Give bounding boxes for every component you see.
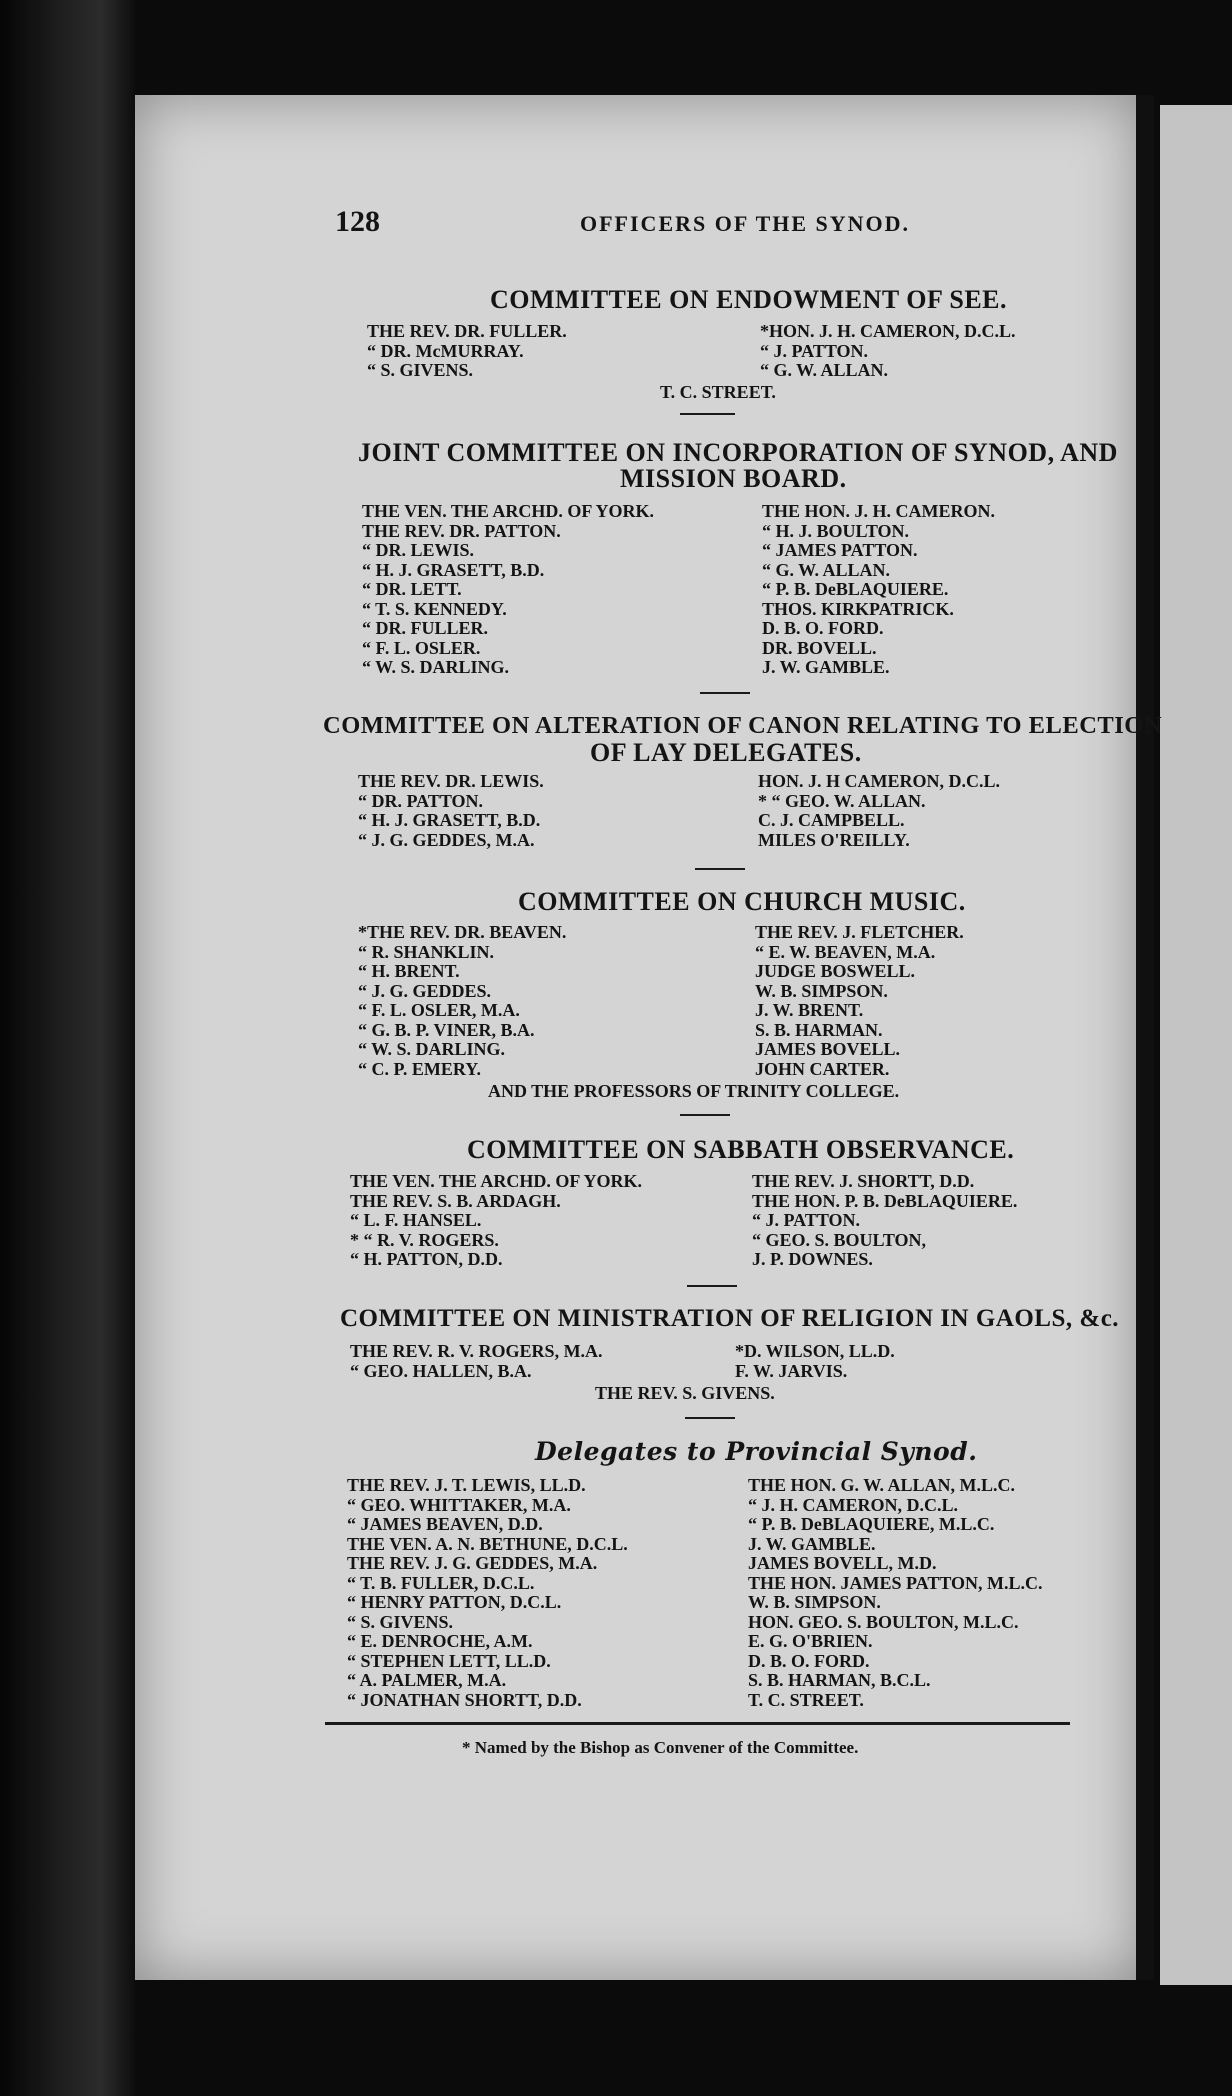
list-item: “ G. W. ALLAN. [762,559,891,580]
music-right-list [755,923,964,1079]
list-item: “ J. H. CAMERON, D.C.L. [748,1494,958,1515]
list-item: THE HON. P. B. DeBLAQUIERE. [752,1190,1018,1211]
list-item: THE VEN. THE ARCHD. OF YORK. [362,501,655,521]
list-item: JAMES BOVELL. [755,1039,901,1059]
list-item: * “ GEO. W. ALLAN. [758,790,926,811]
list-item: “ H. PATTON, D.D. [350,1249,503,1269]
list-item: “ G. B. P. VINER, B.A. [358,1019,535,1040]
adjacent-page-edge [1160,105,1232,1985]
list-item: F. W. JARVIS. [735,1360,848,1381]
list-item: “ JONATHAN SHORTT, D.D. [347,1689,582,1710]
list-item: THE HON. G. W. ALLAN, M.L.C. [748,1475,1016,1495]
list-item: “ H. J. BOULTON. [762,520,910,541]
running-head: OFFICERS OF THE SYNOD. [580,211,911,236]
list-item: “ JAMES BEAVEN, D.D. [347,1514,543,1534]
list-item: DR. BOVELL. [762,637,877,658]
sabbath-right-list [752,1172,1017,1270]
list-item: “ C. P. EMERY. [358,1058,482,1079]
section-divider [680,1114,730,1116]
section-divider [695,868,745,870]
section-title-music: COMMITTEE ON CHURCH MUSIC. [518,887,966,916]
delegates-right-list [748,1476,1043,1710]
list-item: “ JAMES PATTON. [762,540,918,560]
list-item: THE REV. DR. PATTON. [362,520,561,541]
list-item: C. J. CAMPBELL. [758,810,905,830]
list-item: “ A. PALMER, M.A. [347,1670,507,1690]
canon-right-list [758,772,1000,850]
canon-left-list [358,772,544,850]
list-item: * “ R. V. ROGERS. [350,1229,499,1250]
list-item: “ T. B. FULLER, D.C.L. [347,1572,535,1593]
page-number: 128 [335,205,380,238]
list-item: “ H. BRENT. [358,961,460,981]
list-item: “ P. B. DeBLAQUIERE. [762,579,949,599]
section-divider [680,413,735,415]
list-item: “ F. L. OSLER. [362,637,481,658]
list-item: “ H. J. GRASETT, B.D. [358,810,541,830]
list-item: *D. WILSON, LL.D. [735,1341,895,1361]
list-item: “ L. F. HANSEL. [350,1210,482,1230]
list-item: THE VEN. A. N. BETHUNE, D.C.L. [347,1533,628,1554]
section-title-canon: COMMITTEE ON ALTERATION OF CANON RELATING TO ELECTION [323,712,1163,739]
list-item: “ J. G. GEDDES. [358,980,492,1001]
list-item: W. B. SIMPSON. [755,980,888,1001]
list-item: “ W. S. DARLING. [358,1039,506,1059]
gaols-left-list [350,1342,603,1381]
list-item: THE REV. J. G. GEDDES, M.A. [347,1553,598,1573]
list-item: “ S. GIVENS. [367,360,474,380]
list-item: J. W. GAMBLE. [762,657,890,677]
list-item: THE REV. R. V. ROGERS, M.A. [350,1341,603,1361]
endowment-left-list [367,322,567,381]
sabbath-left-list [350,1172,642,1270]
section-title-incorporation-line2: MISSION BOARD. [620,464,847,493]
list-item: “ T. S. KENNEDY. [362,598,507,619]
list-item: “ R. SHANKLIN. [358,941,495,962]
list-item: THE REV. J. FLETCHER. [755,922,964,942]
delegates-left-list [347,1476,628,1710]
list-item: THE REV. S. B. ARDAGH. [350,1190,561,1211]
page-gutter [1136,95,1154,1980]
list-item: “ P. B. DeBLAQUIERE, M.L.C. [748,1514,995,1534]
section-title-delegates: Delegates to Provincial Synod. [535,1437,978,1466]
gaols-right-list [735,1342,895,1381]
list-item: S. B. HARMAN, B.C.L. [748,1670,931,1690]
list-item: “ GEO. S. BOULTON, [752,1229,927,1250]
list-item: THE REV. DR. LEWIS. [358,771,544,791]
list-item: MILES O'REILLY. [758,829,910,850]
list-item: E. G. O'BRIEN. [748,1631,873,1651]
list-item: “ GEO. HALLEN, B.A. [350,1360,532,1381]
incorporation-right-list [762,502,995,678]
list-item: J. W. GAMBLE. [748,1533,876,1554]
footnote-rule [325,1722,1070,1725]
section-divider [685,1417,735,1419]
section-divider [700,692,750,694]
list-item: HON. J. H CAMERON, D.C.L. [758,771,1000,791]
list-item: “ J. PATTON. [760,340,869,361]
list-item: THOS. KIRKPATRICK. [762,598,954,619]
endowment-center-name: T. C. STREET. [660,382,776,402]
list-item: *THE REV. DR. BEAVEN. [358,922,567,942]
list-item: “ J. PATTON. [752,1210,861,1230]
list-item: D. B. O. FORD. [748,1650,870,1671]
list-item: “ GEO. WHITTAKER, M.A. [347,1494,571,1515]
list-item: J. P. DOWNES. [752,1249,873,1269]
list-item: “ DR. McMURRAY. [367,340,524,361]
list-item: “ J. G. GEDDES, M.A. [358,829,535,850]
list-item: *HON. J. H. CAMERON, D.C.L. [760,321,1016,341]
list-item: “ F. L. OSLER, M.A. [358,1000,520,1020]
list-item: “ G. W. ALLAN. [760,360,889,380]
book-spine [0,0,135,2096]
section-divider [687,1285,737,1287]
section-title-canon-line2: OF LAY DELEGATES. [590,738,862,767]
list-item: “ DR. LEWIS. [362,540,475,560]
list-item: J. W. BRENT. [755,1000,864,1020]
incorporation-left-list [362,502,654,678]
list-item: THE VEN. THE ARCHD. OF YORK. [350,1171,643,1191]
section-title-gaols: COMMITTEE ON MINISTRATION OF RELIGION IN GAOLS, &c. [340,1305,1120,1332]
footnote: * Named by the Bishop as Convener of the Committee. [462,1738,859,1757]
endowment-right-list [760,322,1016,381]
list-item: “ H. J. GRASETT, B.D. [362,559,545,580]
list-item: D. B. O. FORD. [762,618,884,638]
music-center-note: AND THE PROFESSORS OF TRINITY COLLEGE. [488,1081,900,1101]
list-item: JUDGE BOSWELL. [755,961,916,981]
list-item: T. C. STREET. [748,1689,864,1710]
list-item: HON. GEO. S. BOULTON, M.L.C. [748,1611,1019,1632]
section-title-incorporation: JOINT COMMITTEE ON INCORPORATION OF SYNOD, AND [358,438,1118,467]
list-item: “ S. GIVENS. [347,1611,454,1632]
gaols-center-name: THE REV. S. GIVENS. [595,1383,775,1403]
list-item: W. B. SIMPSON. [748,1592,881,1612]
section-title-sabbath: COMMITTEE ON SABBATH OBSERVANCE. [467,1135,1015,1164]
list-item: S. B. HARMAN. [755,1019,883,1040]
list-item: “ DR. PATTON. [358,790,484,811]
page-header [185,205,1115,245]
list-item: “ DR. LETT. [362,579,462,599]
list-item: THE HON. J. H. CAMERON. [762,501,996,521]
list-item: “ E. W. BEAVEN, M.A. [755,941,936,962]
list-item: “ DR. FULLER. [362,618,489,638]
list-item: JAMES BOVELL, M.D. [748,1553,937,1573]
list-item: THE HON. JAMES PATTON, M.L.C. [748,1572,1043,1593]
list-item: THE REV. J. T. LEWIS, LL.D. [347,1475,586,1495]
list-item: THE REV. J. SHORTT, D.D. [752,1171,975,1191]
section-title-endowment: COMMITTEE ON ENDOWMENT OF SEE. [490,285,1007,314]
list-item: “ HENRY PATTON, D.C.L. [347,1592,562,1612]
list-item: “ E. DENROCHE, A.M. [347,1631,533,1651]
music-left-list [358,923,566,1079]
list-item: “ W. S. DARLING. [362,657,510,677]
list-item: “ STEPHEN LETT, LL.D. [347,1650,551,1671]
list-item: JOHN CARTER. [755,1058,890,1079]
list-item: THE REV. DR. FULLER. [367,321,567,341]
